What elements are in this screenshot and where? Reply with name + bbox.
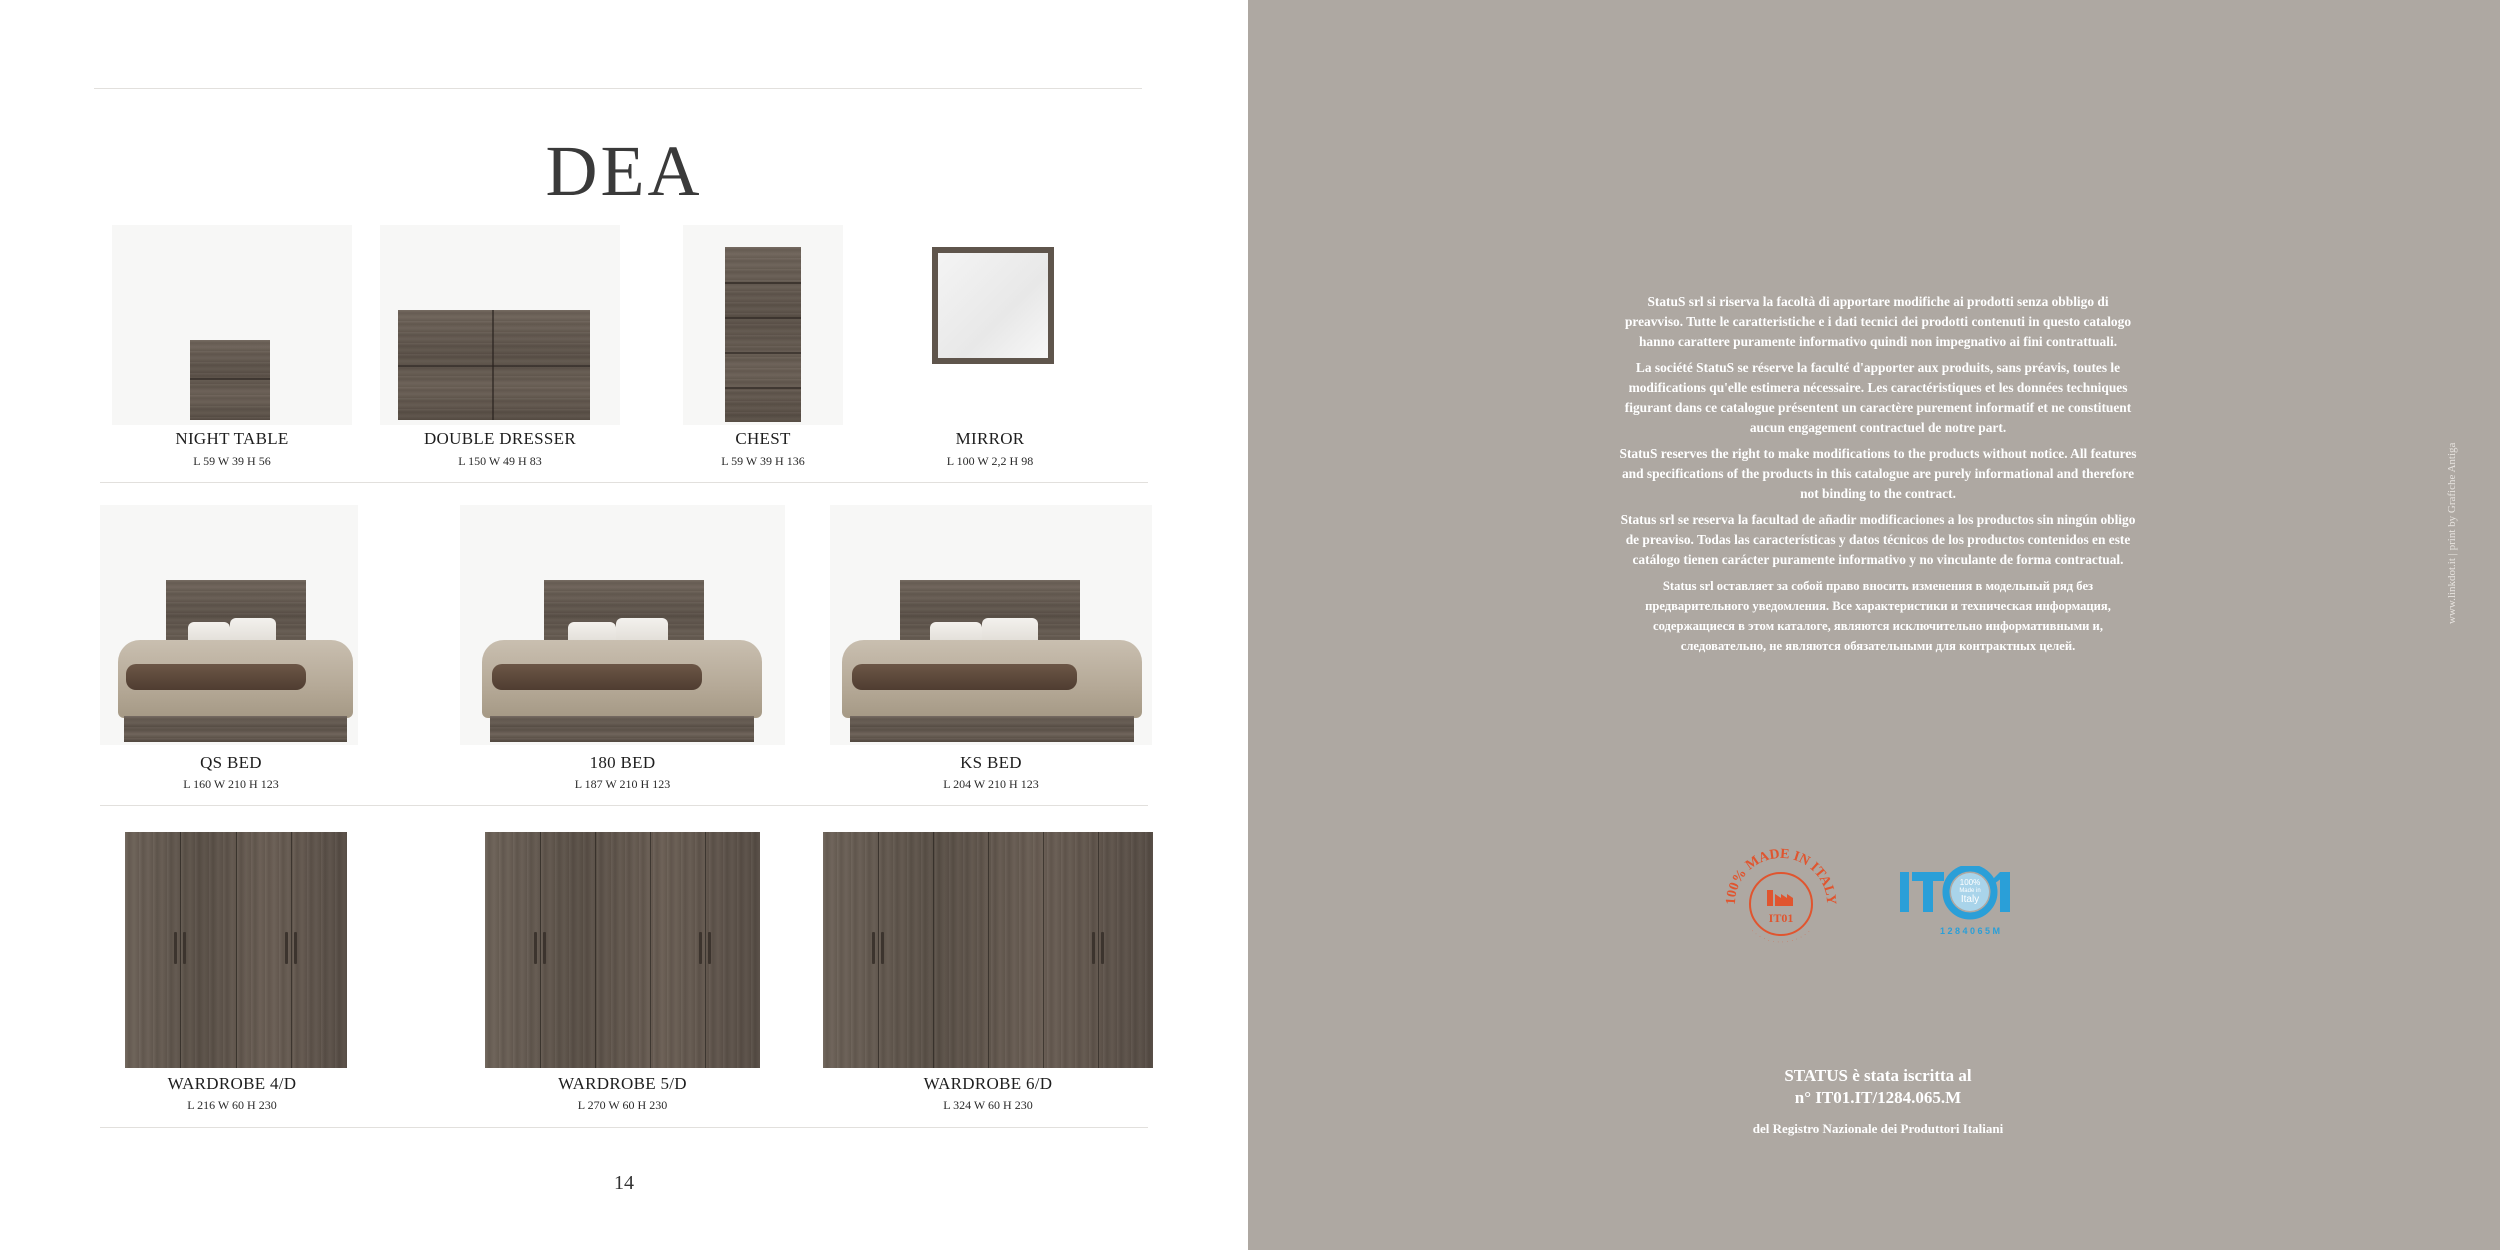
product-qs-bed bbox=[100, 505, 362, 795]
product-dimensions: L 100 W 2,2 H 98 bbox=[946, 454, 1034, 468]
product-mirror bbox=[910, 225, 1070, 475]
product-wardrobe-6d bbox=[823, 830, 1153, 1120]
it01-code: 1 2 8 4 0 6 5 M bbox=[1939, 926, 2001, 936]
disclaimer-spanish: Status srl se reserva la facultad de añadir modificaciones a los productos sin ningún obligo de preaviso. Todas las características y datos técnicos de los productos contenidos en este catálogo tienen carácter puramente informativo y no vinculante de forma contractual. bbox=[1620, 512, 2136, 567]
collection-title: DEA bbox=[545, 131, 703, 211]
row-divider bbox=[100, 805, 1148, 806]
product-name: CHEST bbox=[735, 429, 791, 448]
product-name: NIGHT TABLE bbox=[175, 429, 289, 448]
product-ks-bed bbox=[830, 505, 1152, 795]
night-table-photo bbox=[112, 225, 352, 425]
registration-line-3: del Registro Nazionale dei Produttori Italiani bbox=[1752, 1121, 2004, 1136]
badge-arc-text: 100% MADE IN ITALY bbox=[1723, 846, 1839, 906]
wardrobe-6d-photo bbox=[823, 832, 1153, 1068]
product-dimensions: L 59 W 39 H 136 bbox=[721, 454, 805, 468]
product-dimensions: L 270 W 60 H 230 bbox=[577, 1098, 668, 1112]
catalog-page bbox=[0, 0, 1248, 1250]
product-wardrobe-4d bbox=[112, 830, 352, 1120]
product-dimensions: L 216 W 60 H 230 bbox=[187, 1098, 277, 1112]
disclaimer-block bbox=[1618, 292, 2138, 662]
print-credit: www.linkdot.it | print by Grafiche Antiga bbox=[2446, 442, 2458, 624]
svg-text:· · · · · · · · · · · · · ·: · · · · · · · · · · · · · · bbox=[1749, 929, 1813, 946]
product-name: MIRROR bbox=[955, 429, 1025, 448]
product-dimensions: L 187 W 210 H 123 bbox=[574, 777, 671, 791]
product-night-table bbox=[112, 225, 352, 475]
product-name: 180 BED bbox=[589, 753, 656, 772]
product-double-dresser bbox=[380, 225, 620, 475]
product-180-bed bbox=[460, 505, 785, 795]
product-name: WARDROBE 6/D bbox=[923, 1074, 1053, 1093]
disclaimer-italian: StatuS srl si riserva la facoltà di apportare modifiche ai prodotti senza obbligo di preavviso. Tutte le caratteristiche e i dati tecnici dei prodotti contenuti in questo catalogo hanno carattere puramente informativo quindi non impegnativo ai fini contrattuali. bbox=[1624, 294, 2132, 349]
product-dimensions: L 160 W 210 H 123 bbox=[183, 777, 279, 791]
product-chest bbox=[683, 225, 843, 475]
product-name: DOUBLE DRESSER bbox=[423, 429, 577, 448]
qs-bed-photo bbox=[100, 505, 358, 745]
product-wardrobe-5d bbox=[485, 830, 760, 1120]
product-name: WARDROBE 5/D bbox=[558, 1074, 687, 1093]
product-dimensions: L 150 W 49 H 83 bbox=[458, 454, 542, 468]
product-dimensions: L 324 W 60 H 230 bbox=[943, 1098, 1033, 1112]
made-in-italy-badge bbox=[1721, 842, 1841, 962]
product-dimensions: L 59 W 39 H 56 bbox=[193, 454, 271, 468]
product-name: QS BED bbox=[200, 753, 262, 772]
top-divider bbox=[94, 88, 1142, 89]
it01-logo bbox=[1898, 866, 2043, 940]
product-dimensions: L 204 W 210 H 123 bbox=[943, 777, 1039, 791]
it01-circle-bottom: Italy bbox=[1960, 894, 1980, 905]
180-bed-photo bbox=[460, 505, 785, 745]
page-number: 14 bbox=[614, 1172, 634, 1194]
legal-page bbox=[1248, 0, 2500, 1250]
mirror-photo bbox=[910, 225, 1070, 425]
double-dresser-photo bbox=[380, 225, 620, 425]
it01-circle-top: 100% bbox=[1959, 878, 1981, 887]
row-divider bbox=[100, 1127, 1148, 1128]
chest-photo bbox=[683, 225, 843, 425]
row-divider bbox=[100, 482, 1148, 483]
registration-line-2: n° IT01.IT/1284.065.M bbox=[1794, 1088, 1962, 1107]
ks-bed-photo bbox=[830, 505, 1152, 745]
registration-line-1: STATUS è stata iscritta al bbox=[1784, 1066, 1972, 1085]
disclaimer-english: StatuS reserves the right to make modifications to the products without notice. All features and specifications of the products in this catalogue are purely informational and therefore not binding to the contract. bbox=[1619, 446, 2137, 501]
badge-center-text: IT01 bbox=[1768, 911, 1794, 925]
product-name: KS BED bbox=[960, 753, 1022, 772]
product-name: WARDROBE 4/D bbox=[167, 1074, 297, 1093]
disclaimer-french: La société StatuS se réserve la faculté d'apporter aux produits, sans préavis, toutes le modifications qu'elle estimera nécessaire. Les caractéristiques et les données techniques figurant dans ce catalogue présentent un caractère purement informatif et ne constituent aucun engagement contractuel de notre part. bbox=[1624, 360, 2132, 435]
it01-circle-mid: Made in bbox=[1959, 888, 1981, 894]
wardrobe-4d-photo bbox=[125, 832, 347, 1068]
disclaimer-russian: Status srl оставляет за собой право вносить изменения в модельный ряд без предварительного уведомления. Все характеристики и техническая информация, содержащиеся в этом каталоге, являются исключительно информативными и, следовательно, не являются обязательными для контрактных целей. bbox=[1645, 579, 2111, 653]
wardrobe-5d-photo bbox=[485, 832, 760, 1068]
